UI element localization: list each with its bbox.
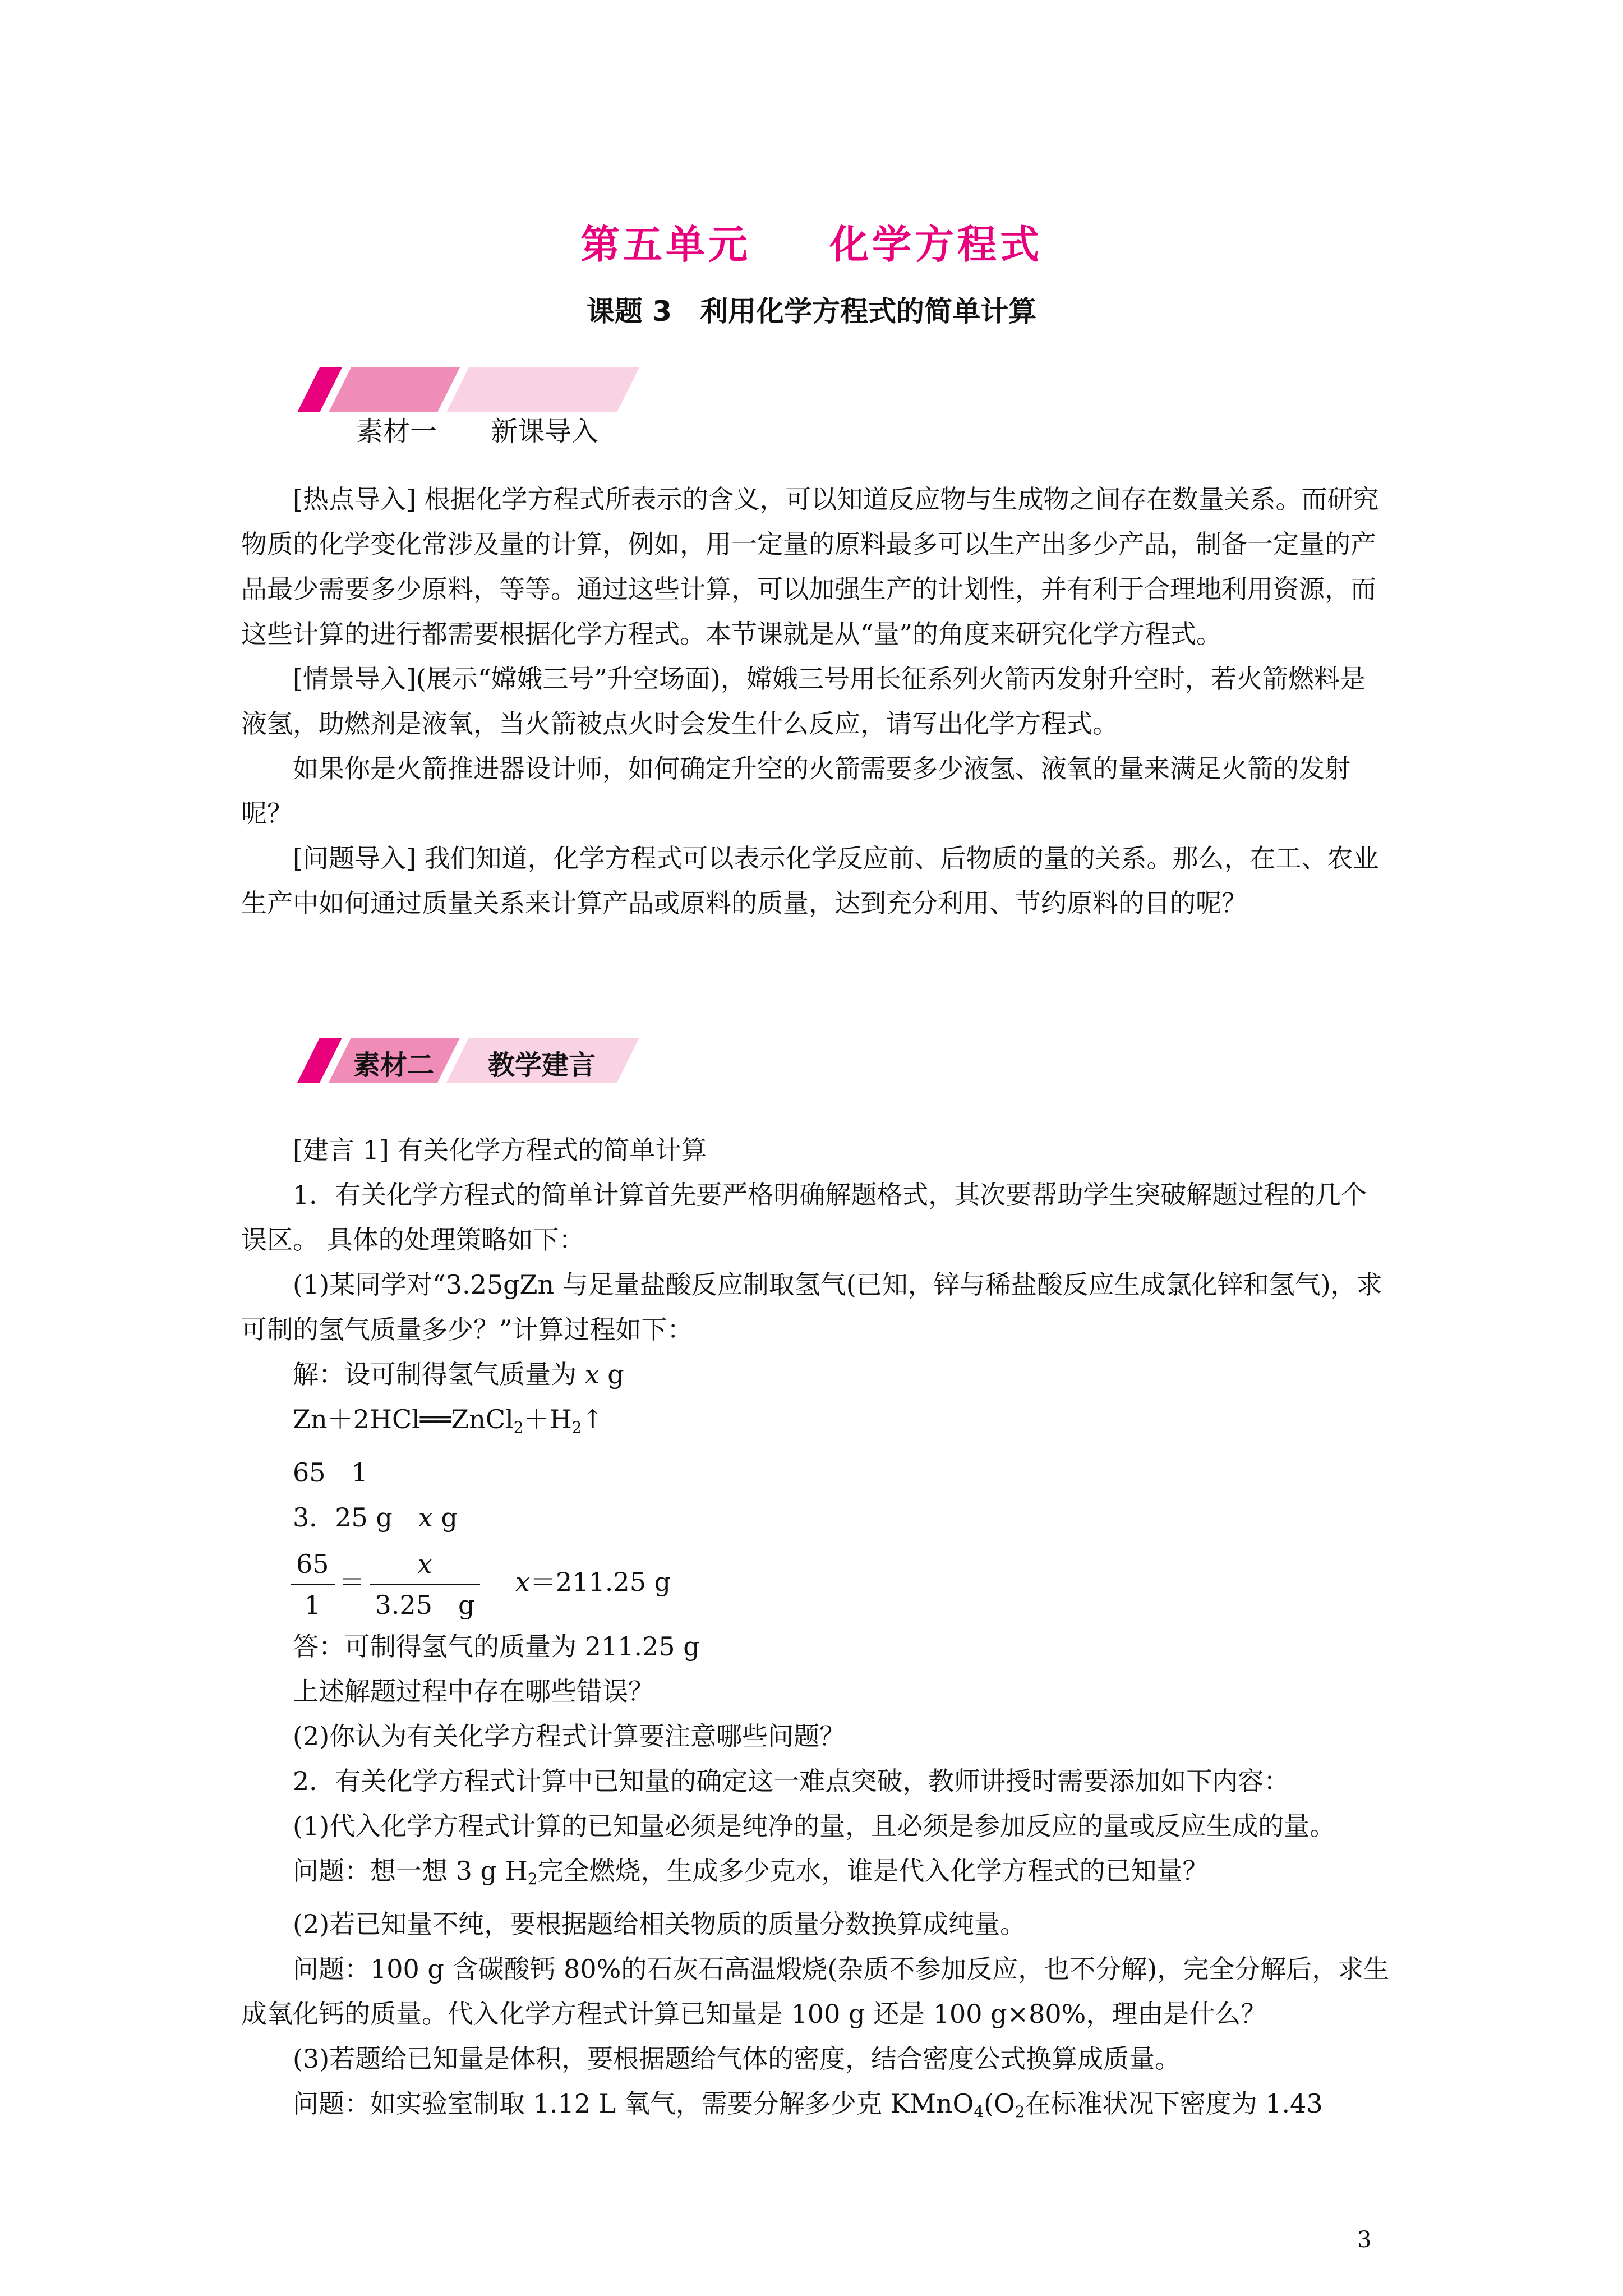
intro-paragraph-hot: [热点导入] 根据化学方程式所表示的含义，可以知道反应物与生成物之间存在数量关系。而研究物质的化学变化常涉及量的计算，例如，用一定量的原料最多可以生产出多少产品，制备一定量的产品最少需要多少原料，等等。通过这些计算，可以加强生产的计划性，并有利于合理地利用资源，而这些计算的进行都需要根据化学方程式。本节课就是从“量”的角度来研究化学方程式。 — [241, 484, 1379, 649]
page-number: 3 — [1357, 2227, 1372, 2253]
unit-title — [0, 213, 1623, 270]
section-banner-2-label-b: 教学建言 — [488, 1050, 596, 1081]
given-mass-line: 3．25 g x g — [293, 1502, 458, 1533]
answer-line: 答：可制得氢气的质量为 211.25 g — [293, 1631, 700, 1662]
intro-paragraph-designer: 如果你是火箭推进器设计师，如何确定升空的火箭需要多少液氢、液氧的量来满足火箭的发射呢？ — [241, 753, 1350, 829]
question-oxygen: 问题：如实验室制取 1.12 L 氧气，需要分解多少克 $KMnO_4(O_2$在标准状况下密度为 1.43 — [293, 2088, 1323, 2121]
unit-name: 化学方程式 — [829, 222, 1043, 268]
section-banner-1 — [297, 367, 645, 412]
proportion-equation: $\frac{65}{1}$ ＝ $\frac{x}{3.25 g}$ x＝211.25 g — [241, 1540, 1391, 1624]
banner-stripe-mid — [329, 367, 460, 412]
fraction-right: $\frac{x}{3.25 g}$ — [370, 1544, 481, 1625]
intro-section — [241, 477, 1391, 926]
solution-setup: 解：设可制得氢气质量为 x g — [293, 1359, 624, 1389]
mass-ratio-line: 65 1 — [293, 1457, 368, 1488]
advice-paragraph-1: 1．有关化学方程式的简单计算首先要严格明确解题格式，其次要帮助学生突破解题过程的几个误区。 具体的处理策略如下： — [241, 1180, 1367, 1255]
section-banner-1-label: 素材一 新课导入 — [356, 416, 599, 447]
fraction-left: $\frac{65}{1}$ — [291, 1544, 335, 1625]
advice-heading: [建言 1] 有关化学方程式的简单计算 — [293, 1135, 707, 1165]
advice-section — [241, 1128, 1391, 2134]
lesson-title: 课题 3 利用化学方程式的简单计算 — [586, 295, 1037, 328]
question-limestone: 问题：100 g 含碳酸钙 80%的石灰石高温煅烧(杂质不参加反应，也不分解)，完全分解后，求生成氧化钙的质量。代入化学方程式计算已知量是 100 g 还是 100 g×80%，理由是什么？ — [241, 1954, 1390, 2029]
unit-number: 第五单元 — [580, 222, 751, 268]
advice-paragraph-6: (2)若已知量不纯，要根据题给相关物质的质量分数换算成纯量。 — [293, 1909, 1026, 1939]
question-attention: (2)你认为有关化学方程式计算要注意哪些问题？ — [293, 1721, 846, 1751]
intro-paragraph-question: [问题导入] 我们知道，化学方程式可以表示化学反应前、后物质的量的关系。那么，在工、农业生产中如何通过质量关系来计算产品或原料的质量，达到充分利用、节约原料的目的呢？ — [241, 843, 1379, 918]
question-errors: 上述解题过程中存在哪些错误？ — [293, 1676, 654, 1706]
advice-paragraph-2: (1)某同学对“3.25gZn 与足量盐酸反应制取氢气(已知，锌与稀盐酸反应生成氯化锌和氢气)，求可制的氢气质量多少？”计算过程如下： — [241, 1269, 1382, 1345]
banner-stripe-light — [446, 367, 639, 412]
advice-paragraph-3: 2．有关化学方程式计算中已知量的确定这一难点突破，教师讲授时需要添加如下内容： — [293, 1766, 1290, 1796]
chemical-equation: $Zn+2HCl══ZnCl_2+H_2↑$ — [293, 1404, 604, 1437]
intro-paragraph-scene: [情景导入](展示“嫦娥三号”升空场面)，嫦娥三号用长征系列火箭丙发射升空时，若火箭燃料是液氢，助燃剂是液氧，当火箭被点火时会发生什么反应，请写出化学方程式。 — [241, 664, 1366, 739]
advice-paragraph-4: (1)代入化学方程式计算的已知量必须是纯净的量，且必须是参加反应的量或反应生成的量。 — [293, 1811, 1336, 1841]
question-hydrogen: 问题：想一想 3 g $H_2$完全燃烧，生成多少克水，谁是代入化学方程式的已知量？ — [293, 1856, 1209, 1888]
advice-paragraph-8: (3)若题给已知量是体积，要根据题给气体的密度，结合密度公式换算成质量。 — [293, 2044, 1181, 2074]
section-banner-2-label-a: 素材二 — [353, 1050, 435, 1081]
